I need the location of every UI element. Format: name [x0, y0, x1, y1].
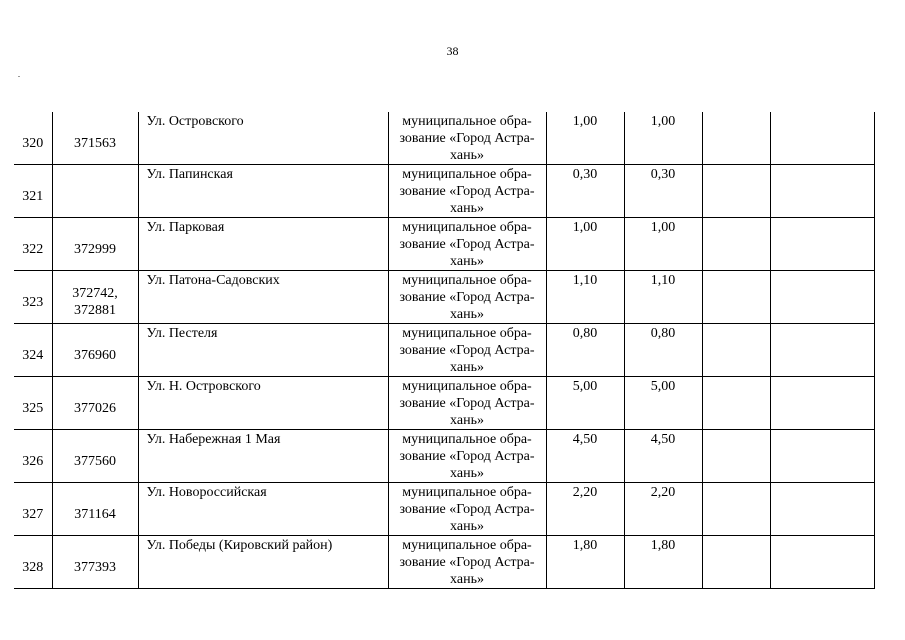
- length-total-cell: 4,50: [546, 430, 624, 483]
- owner-line: зование «Город Астра-: [399, 449, 535, 464]
- owner-cell: [388, 271, 546, 324]
- empty-cell: [702, 271, 770, 324]
- length-value-cell: 4,50: [624, 430, 702, 483]
- road-code-cell: 377393: [52, 536, 138, 589]
- table-row: [14, 271, 874, 324]
- owner-line: муниципальное обра-: [402, 114, 532, 129]
- street-name-cell: Ул. Папинская: [138, 165, 388, 218]
- street-name-cell: Ул. Победы (Кировский район): [138, 536, 388, 589]
- empty-cell: [702, 430, 770, 483]
- empty-cell: [770, 430, 874, 483]
- empty-cell: [770, 324, 874, 377]
- owner-line: хань»: [450, 519, 484, 534]
- empty-cell: [702, 377, 770, 430]
- owner-line: хань»: [450, 307, 484, 322]
- road-code-cell: 377026: [52, 377, 138, 430]
- empty-cell: [770, 218, 874, 271]
- street-name-cell: Ул. Набережная 1 Мая: [138, 430, 388, 483]
- empty-cell: [770, 377, 874, 430]
- row-number-cell: 322: [14, 218, 52, 271]
- empty-cell: [702, 218, 770, 271]
- owner-cell: [388, 165, 546, 218]
- owner-line: хань»: [450, 360, 484, 375]
- length-total-cell: 5,00: [546, 377, 624, 430]
- owner-cell: [388, 218, 546, 271]
- street-name-cell: Ул. Парковая: [138, 218, 388, 271]
- table-row: [14, 112, 874, 165]
- length-value-cell: 5,00: [624, 377, 702, 430]
- empty-cell: [770, 165, 874, 218]
- empty-cell: [702, 483, 770, 536]
- empty-cell: [702, 165, 770, 218]
- owner-cell: [388, 324, 546, 377]
- length-total-cell: 2,20: [546, 483, 624, 536]
- owner-line: зование «Город Астра-: [399, 184, 535, 199]
- owner-line: муниципальное обра-: [402, 538, 532, 553]
- length-total-cell: 1,10: [546, 271, 624, 324]
- street-name-cell: Ул. Пестеля: [138, 324, 388, 377]
- page-number: 38: [446, 44, 459, 58]
- empty-cell: [770, 483, 874, 536]
- owner-line: хань»: [450, 254, 484, 269]
- owner-line: зование «Город Астра-: [399, 555, 535, 570]
- owner-cell: [388, 377, 546, 430]
- road-code-cell: 376960: [52, 324, 138, 377]
- empty-cell: [770, 536, 874, 589]
- empty-cell: [770, 271, 874, 324]
- length-value-cell: 2,20: [624, 483, 702, 536]
- owner-line: муниципальное обра-: [402, 167, 532, 182]
- street-name-cell: Ул. Н. Островского: [138, 377, 388, 430]
- empty-cell: [702, 112, 770, 165]
- owner-line: муниципальное обра-: [402, 220, 532, 235]
- row-number-cell: 325: [14, 377, 52, 430]
- empty-cell: [770, 112, 874, 165]
- owner-line: муниципальное обра-: [402, 379, 532, 394]
- street-name-cell: Ул. Островского: [138, 112, 388, 165]
- owner-cell: [388, 112, 546, 165]
- length-value-cell: 1,00: [624, 218, 702, 271]
- owner-line: зование «Город Астра-: [399, 237, 535, 252]
- owner-line: муниципальное обра-: [402, 485, 532, 500]
- empty-cell: [702, 536, 770, 589]
- owner-line: хань»: [450, 201, 484, 216]
- length-value-cell: 1,10: [624, 271, 702, 324]
- road-code-cell: 372999: [52, 218, 138, 271]
- table-row: [14, 218, 874, 271]
- road-code-line: 372881: [74, 303, 116, 318]
- table-row: [14, 377, 874, 430]
- scan-speck: [18, 76, 20, 77]
- owner-line: зование «Город Астра-: [399, 396, 535, 411]
- length-value-cell: 1,00: [624, 112, 702, 165]
- owner-cell: [388, 483, 546, 536]
- road-code-line: 372742,: [72, 286, 118, 301]
- length-total-cell: 1,00: [546, 112, 624, 165]
- length-value-cell: 0,80: [624, 324, 702, 377]
- row-number-cell: 328: [14, 536, 52, 589]
- row-number-cell: 323: [14, 271, 52, 324]
- owner-line: муниципальное обра-: [402, 326, 532, 341]
- length-total-cell: 1,00: [546, 218, 624, 271]
- length-total-cell: 0,30: [546, 165, 624, 218]
- table-row: [14, 165, 874, 218]
- owner-line: муниципальное обра-: [402, 432, 532, 447]
- owner-line: хань»: [450, 148, 484, 163]
- table-row: [14, 483, 874, 536]
- road-code-cell: [52, 271, 138, 324]
- row-number-cell: 320: [14, 112, 52, 165]
- owner-cell: [388, 430, 546, 483]
- length-value-cell: 1,80: [624, 536, 702, 589]
- roads-table: [14, 112, 875, 589]
- road-code-cell: 371164: [52, 483, 138, 536]
- street-name-cell: Ул. Новороссийская: [138, 483, 388, 536]
- owner-cell: [388, 536, 546, 589]
- owner-line: муниципальное обра-: [402, 273, 532, 288]
- row-number-cell: 326: [14, 430, 52, 483]
- row-number-cell: 321: [14, 165, 52, 218]
- owner-line: зование «Город Астра-: [399, 131, 535, 146]
- street-name-cell: Ул. Патона-Садовских: [138, 271, 388, 324]
- length-value-cell: 0,30: [624, 165, 702, 218]
- road-code-cell: 377560: [52, 430, 138, 483]
- owner-line: хань»: [450, 466, 484, 481]
- table-row: [14, 430, 874, 483]
- length-total-cell: 0,80: [546, 324, 624, 377]
- owner-line: зование «Город Астра-: [399, 290, 535, 305]
- owner-line: зование «Город Астра-: [399, 343, 535, 358]
- owner-line: хань»: [450, 572, 484, 587]
- empty-cell: [702, 324, 770, 377]
- owner-line: хань»: [450, 413, 484, 428]
- table-row: [14, 324, 874, 377]
- table-row: [14, 536, 874, 589]
- road-code-cell: 371563: [52, 112, 138, 165]
- road-code-cell: [52, 165, 138, 218]
- owner-line: зование «Город Астра-: [399, 502, 535, 517]
- length-total-cell: 1,80: [546, 536, 624, 589]
- row-number-cell: 327: [14, 483, 52, 536]
- row-number-cell: 324: [14, 324, 52, 377]
